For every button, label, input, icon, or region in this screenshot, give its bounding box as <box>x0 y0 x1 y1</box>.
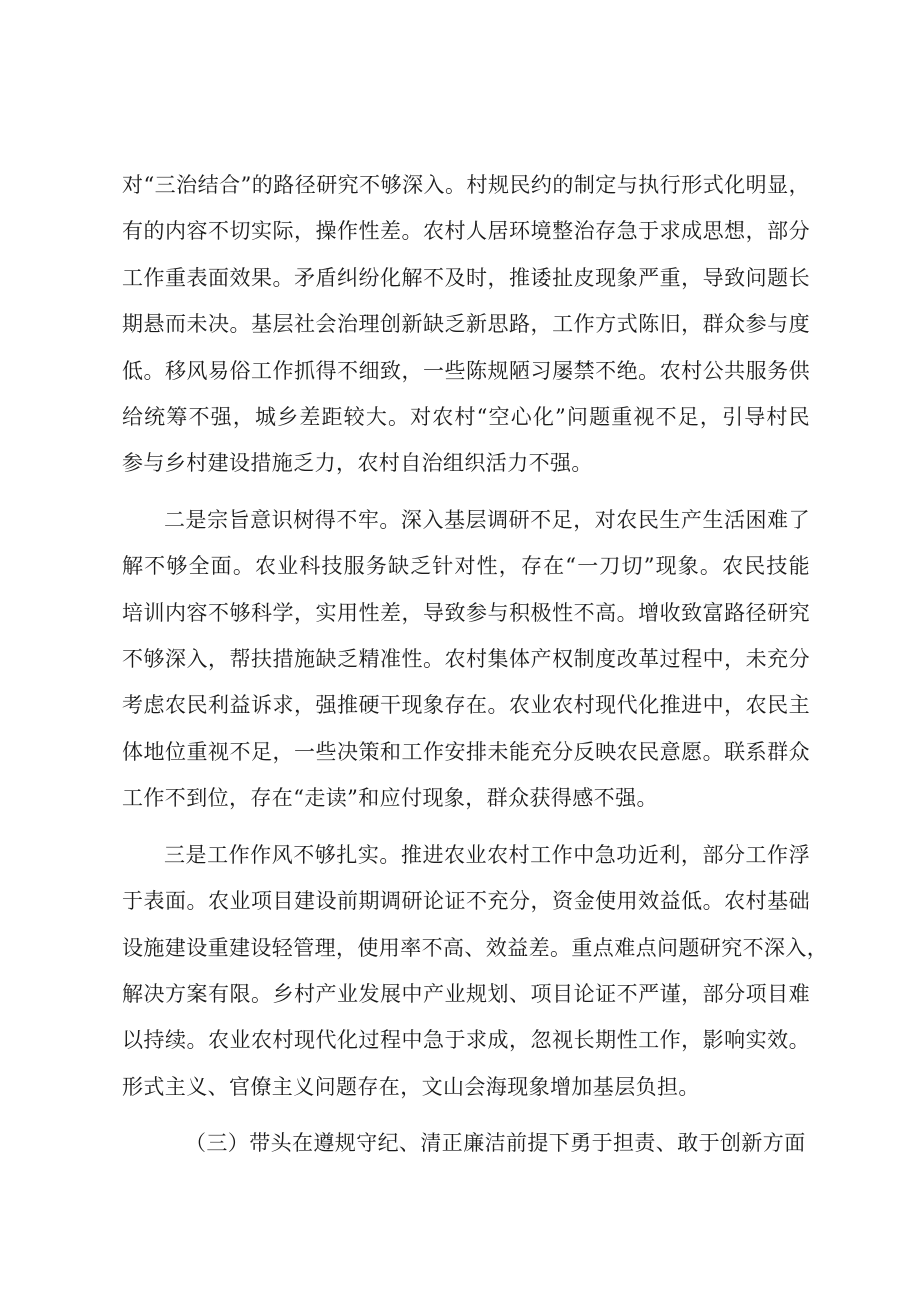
section-heading-three <box>122 1120 810 1166</box>
text-line: 对“三治结合”的路径研究不够深入。村规民约的制定与执行形式化明显， <box>122 173 810 197</box>
text-line: 形式主义、官僚主义问题存在，文山会海现象增加基层负担。 <box>122 1074 700 1099</box>
text-line: 三是工作作风不够扎实。推进农业农村工作中急功近利，部分工作浮 <box>164 842 810 867</box>
text-line: 以持续。农业农村现代化过程中急于求成，忽视长期性工作，影响实效。 <box>122 1028 810 1053</box>
text-line: 二是宗旨意识树得不牢。深入基层调研不足，对农民生产生活困难了 <box>164 507 810 532</box>
text-line: 设施建设重建设轻管理，使用率不高、效益差。重点难点问题研究不深入， <box>122 935 829 960</box>
document-body <box>122 162 829 1177</box>
text-line: 期悬而未决。基层社会治理创新缺乏新思路，工作方式陈旧，群众参与度 <box>122 312 810 337</box>
text-line: 解不够全面。农业科技服务缺乏针对性，存在“一刀切”现象。农民技能 <box>122 554 810 579</box>
paragraph-rural-governance <box>122 162 810 487</box>
text-line: 低。移风易俗工作抓得不细致，一些陈规陋习屡禁不绝。农村公共服务供 <box>122 358 810 383</box>
text-line: 工作重表面效果。矛盾纠纷化解不及时，推诿扯皮现象严重，导致问题长 <box>122 265 810 290</box>
text-line: 解决方案有限。乡村产业发展中产业规划、项目论证不严谨，部分项目难 <box>122 981 810 1006</box>
text-line: 体地位重视不足，一些决策和工作安排未能充分反映农民意愿。联系群众 <box>122 739 810 764</box>
text-line: 考虑农民利益诉求，强推硬干现象存在。农业农村现代化推进中，农民主 <box>122 693 810 718</box>
text-line: 给统筹不强，城乡差距较大。对农村“空心化”问题重视不足，引导村民 <box>122 405 810 430</box>
paragraph-purpose-awareness <box>122 497 810 822</box>
text-line: 参与乡村建设措施乏力，农村自治组织活力不强。 <box>122 451 593 476</box>
paragraph-work-style <box>122 832 829 1110</box>
text-line: 不够深入，帮扶措施缺乏精准性。农村集体产权制度改革过程中，未充分 <box>122 647 810 672</box>
text-line: 培训内容不够科学，实用性差，导致参与积极性不高。增收致富路径研究 <box>122 600 810 625</box>
text-line: 有的内容不切实际，操作性差。农村人居环境整治存急于求成思想，部分 <box>122 219 810 244</box>
text-line: 工作不到位，存在“走读”和应付现象，群众获得感不强。 <box>122 786 658 811</box>
text-line: （三）带头在遵规守纪、清正廉洁前提下勇于担责、敢于创新方面 <box>185 1131 806 1156</box>
text-line: 于表面。农业项目建设前期调研论证不充分，资金使用效益低。农村基础 <box>122 889 810 914</box>
